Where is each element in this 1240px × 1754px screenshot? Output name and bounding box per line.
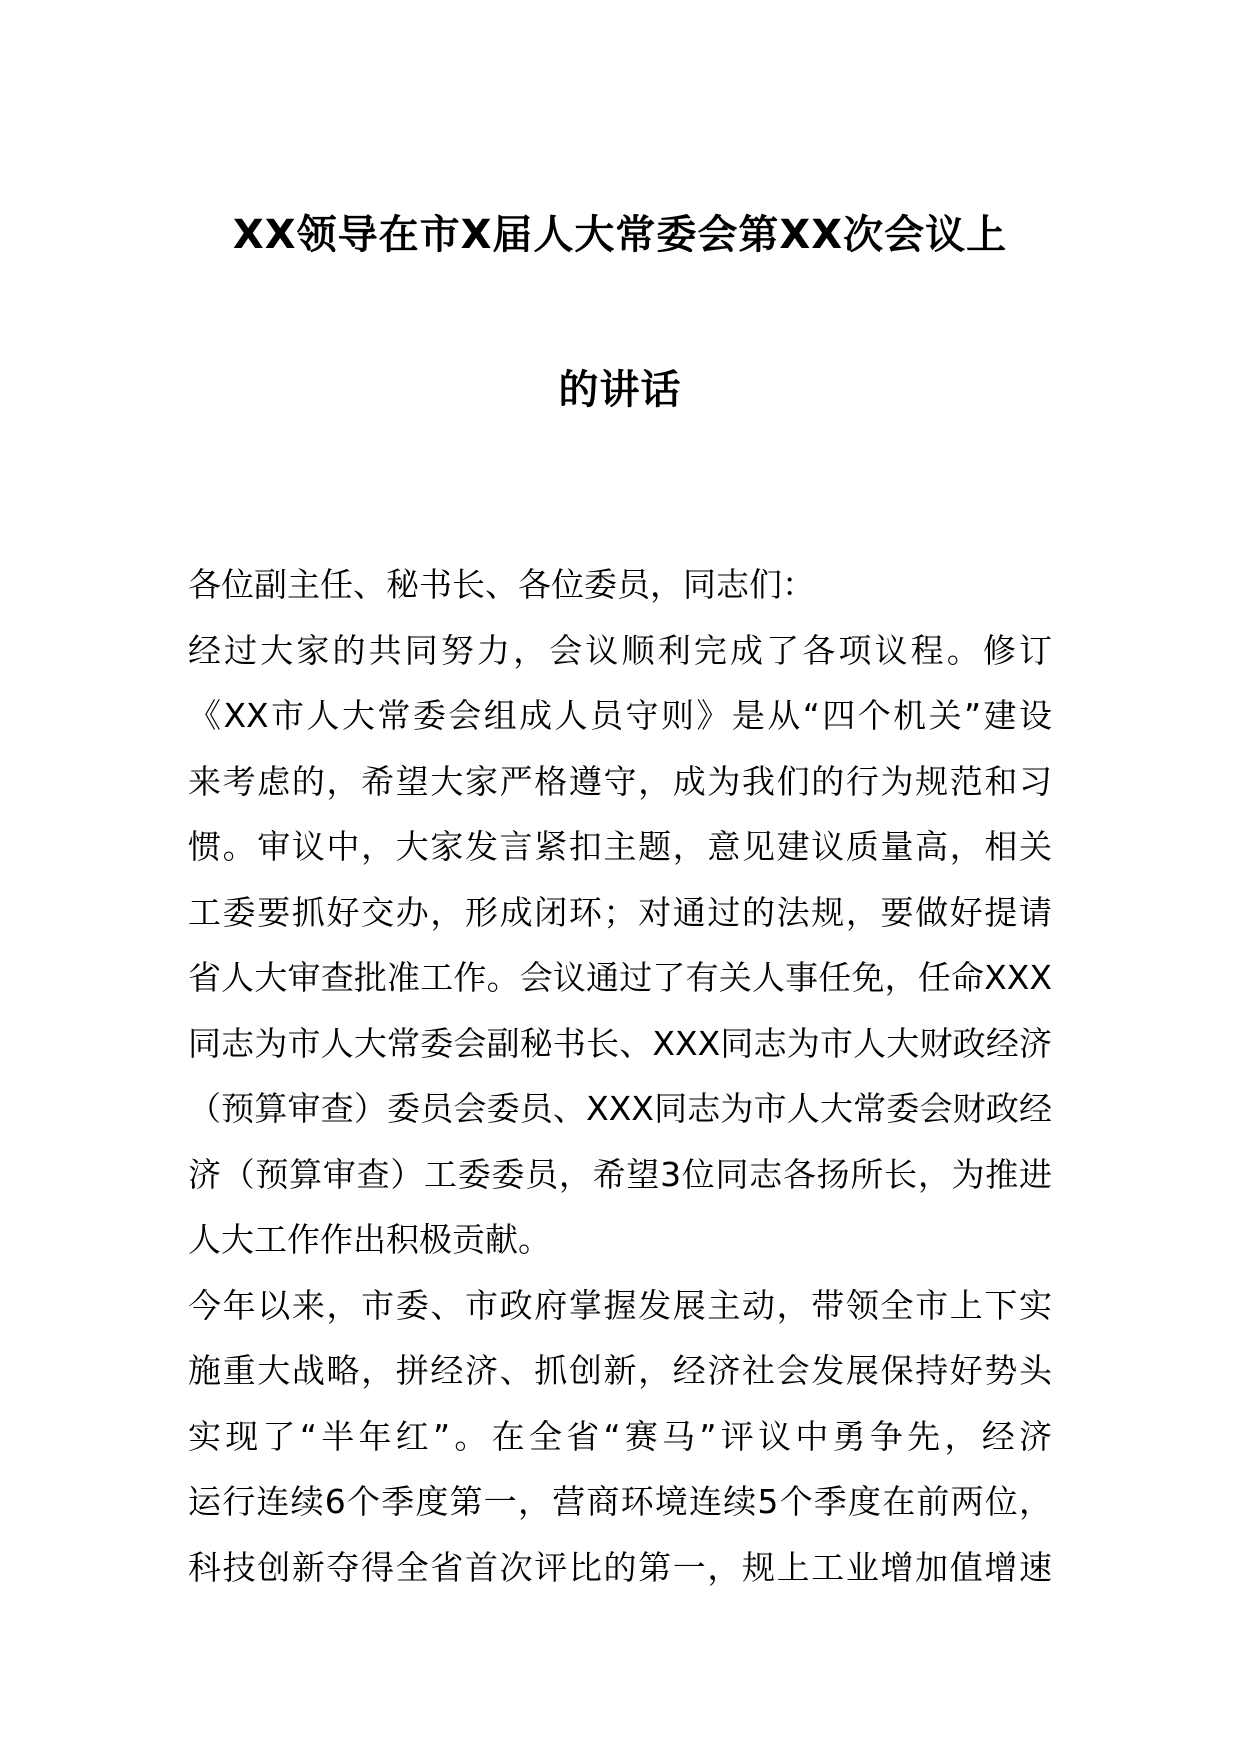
document-body [188,552,1052,1600]
paragraph-2-line: 运行连续6个季度第一，营商环境连续5个季度在前两位， [188,1482,1052,1521]
paragraph-1-line: 经过大家的共同努力，会议顺利完成了各项议程。修订 [188,630,1052,670]
paragraph-1-line: 省人大审查批准工作。会议通过了有关人事任免，任命XXX [188,958,1052,997]
paragraph-2-line: 今年以来，市委、市政府掌握发展主动，带领全市上下实 [188,1285,1052,1325]
paragraph-1-line: 工委要抓好交办，形成闭环；对通过的法规，要做好提请 [188,892,1052,932]
document-title-line-1: XX领导在市X届人大常委会第XX次会议上 [232,212,1008,258]
paragraph-1-line: 济（预算审查）工委委员，希望3位同志各扬所长，为推进 [188,1154,1052,1194]
paragraph-1-line: 同志为市人大常委会副秘书长、XXX同志为市人大财政经济 [188,1023,1052,1063]
paragraph-2-line: 施重大战略，拼经济、抓创新，经济社会发展保持好势头 [188,1351,1052,1390]
paragraph-2-line: 科技创新夺得全省首次评比的第一，规上工业增加值增速 [188,1547,1052,1587]
paragraph-1-line: 惯。审议中，大家发言紧扣主题，意见建议质量高，相关 [188,827,1052,866]
paragraph-1-line: （预算审查）委员会委员、XXX同志为市人大常委会财政经 [188,1089,1052,1128]
paragraph-1-line: 《XX市人大常委会组成人员守则》是从“四个机关”建设 [188,696,1052,735]
document-title-line-2: 的讲话 [558,367,682,413]
paragraph-1-line: 来考虑的，希望大家严格遵守，成为我们的行为规范和习 [188,761,1052,801]
paragraph-1-line: 人大工作作出积极贡献。 [188,1220,551,1259]
salutation: 各位副主任、秘书长、各位委员，同志们： [188,565,815,604]
paragraph-2-line: 实现了“半年红”。在全省“赛马”评议中勇争先，经济 [188,1416,1052,1456]
